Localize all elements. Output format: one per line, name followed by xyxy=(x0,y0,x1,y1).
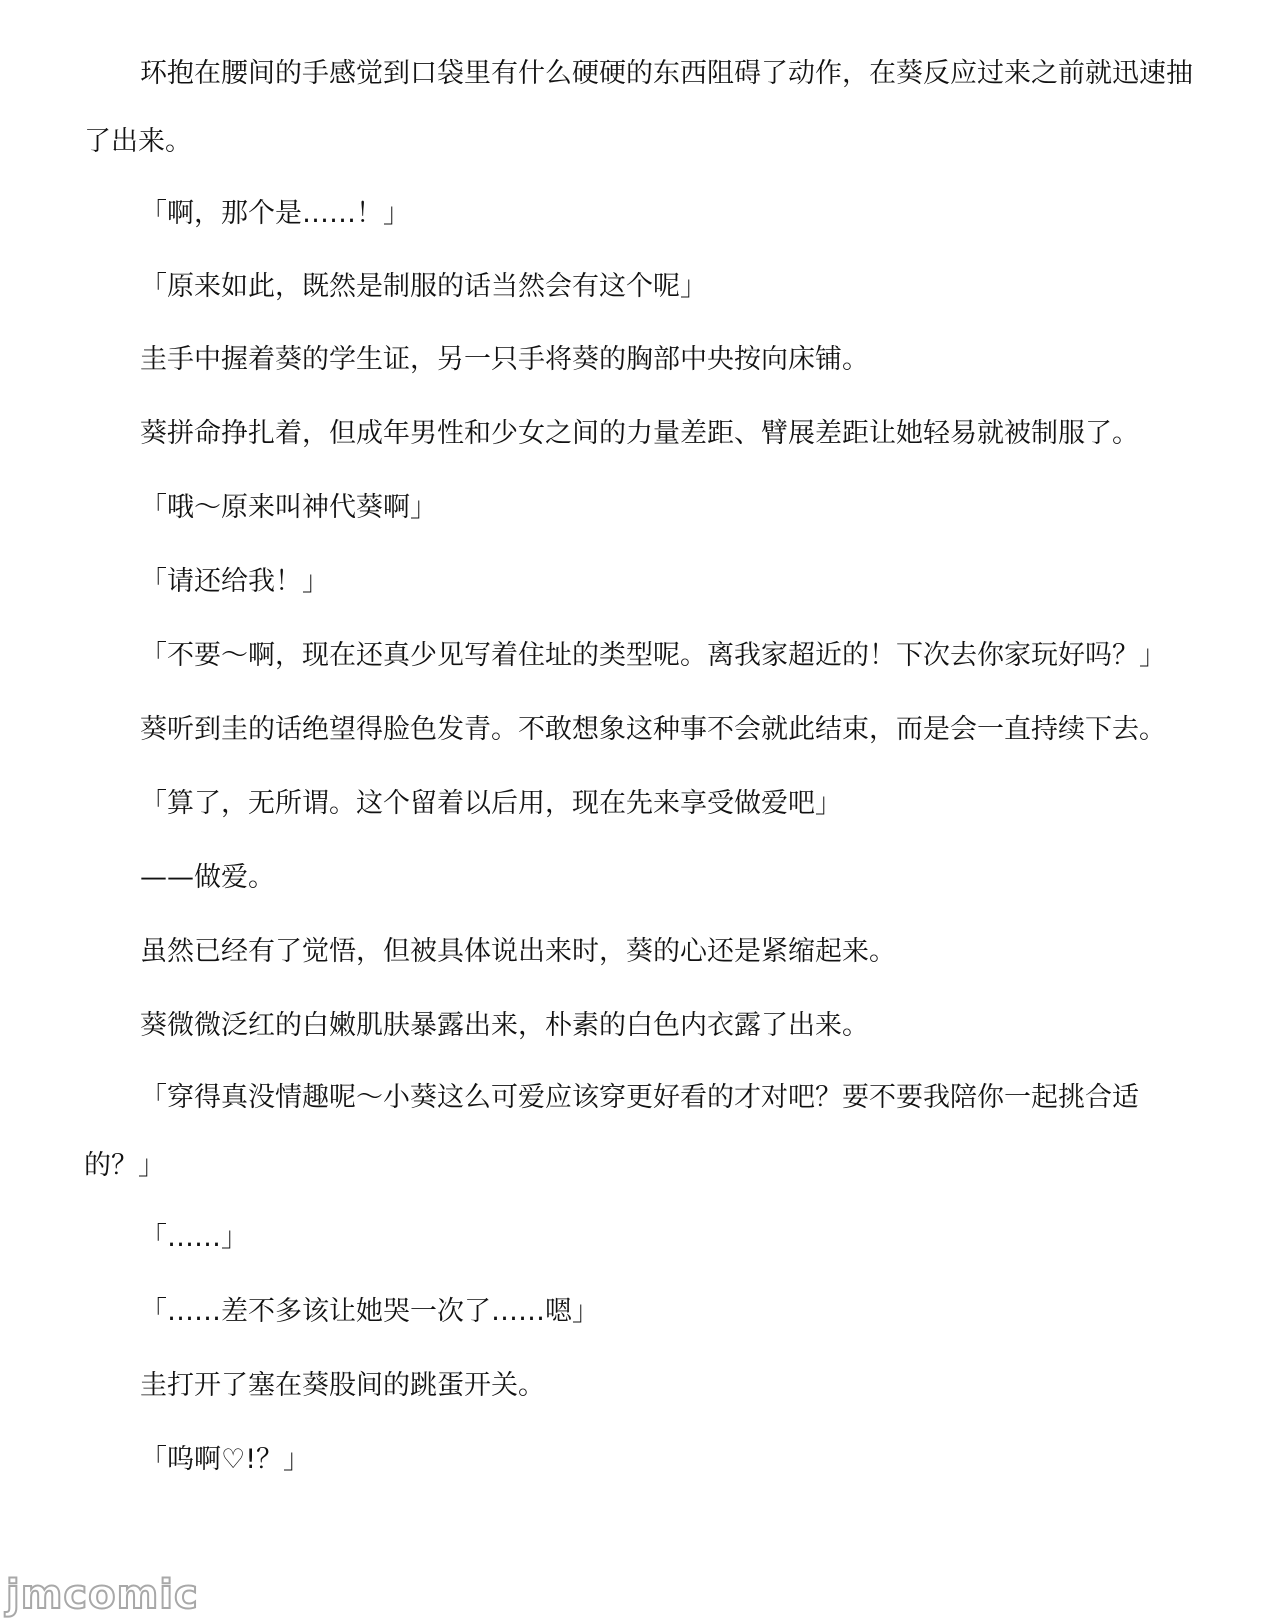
paragraph-4: 圭手中握着葵的学生证，另一只手将葵的胸部中央按向床铺。 xyxy=(140,344,869,375)
paragraph-2: 「啊，那个是……！」 xyxy=(140,198,410,229)
paragraph-17: 圭打开了塞在葵股间的跳蛋开关。 xyxy=(140,1370,545,1401)
paragraph-11: ——做爱。 xyxy=(140,862,275,893)
paragraph-12: 虽然已经有了觉悟，但被具体说出来时，葵的心还是紧缩起来。 xyxy=(140,936,896,967)
watermark-logo: jmcomic xyxy=(6,1572,199,1618)
paragraph-5: 葵拼命挣扎着，但成年男性和少女之间的力量差距、臂展差距让她轻易就被制服了。 xyxy=(140,418,1139,449)
paragraph-16: 「……差不多该让她哭一次了……嗯」 xyxy=(140,1296,599,1327)
paragraph-3: 「原来如此，既然是制服的话当然会有这个呢」 xyxy=(140,271,707,302)
paragraph-7: 「请还给我！」 xyxy=(140,566,329,597)
paragraph-13: 葵微微泛红的白嫩肌肤暴露出来，朴素的白色内衣露了出来。 xyxy=(140,1010,869,1041)
paragraph-8: 「不要～啊，现在还真少见写着住址的类型呢。离我家超近的！下次去你家玩好吗？」 xyxy=(140,640,1166,671)
paragraph-14: 「穿得真没情趣呢～小葵这么可爱应该穿更好看的才对吧？要不要我陪你一起挑合适的？」 xyxy=(84,1082,1139,1181)
paragraph-1: 环抱在腰间的手感觉到口袋里有什么硬硬的东西阻碍了动作，在葵反应过来之前就迅速抽了出来。 xyxy=(84,58,1193,157)
paragraph-9: 葵听到圭的话绝望得脸色发青。不敢想象这种事不会就此结束，而是会一直持续下去。 xyxy=(140,714,1166,745)
paragraph-15: 「……」 xyxy=(140,1222,248,1253)
paragraph-10: 「算了，无所谓。这个留着以后用，现在先来享受做爱吧」 xyxy=(140,788,842,819)
paragraph-18: 「呜啊♡!？」 xyxy=(140,1444,311,1475)
paragraph-6: 「哦～原来叫神代葵啊」 xyxy=(140,492,437,523)
